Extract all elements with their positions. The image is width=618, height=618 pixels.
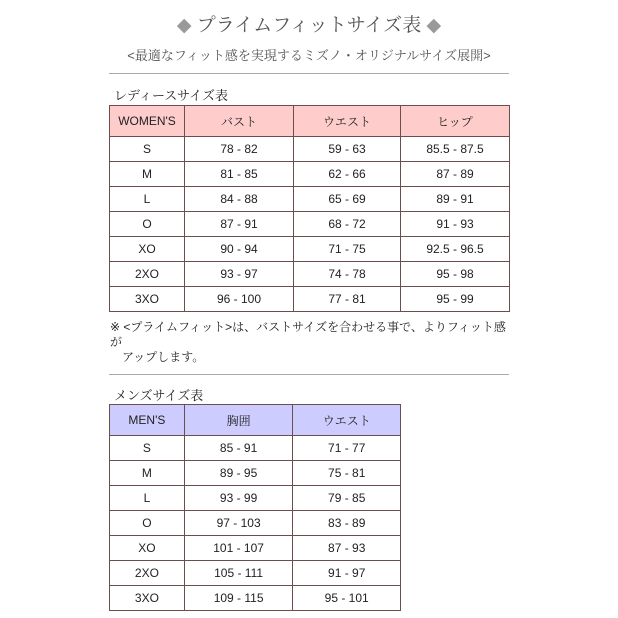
page-title: ◆ プライムフィットサイズ表 ◆ xyxy=(176,15,442,36)
table-cell: 89 - 95 xyxy=(184,461,293,486)
table-row xyxy=(110,187,510,212)
table-cell: 2XO xyxy=(110,561,185,586)
column-header: ヒップ xyxy=(401,106,510,137)
table-cell: 3XO xyxy=(110,586,185,611)
table-cell: 93 - 97 xyxy=(185,262,294,287)
table-row xyxy=(110,237,510,262)
table-header-row xyxy=(110,405,401,436)
table-cell: 105 - 111 xyxy=(184,561,293,586)
table-cell: 68 - 72 xyxy=(294,212,401,237)
table-cell: 87 - 93 xyxy=(293,536,401,561)
women-section-label: レディースサイズ表 xyxy=(114,88,229,103)
table-cell: 62 - 66 xyxy=(294,162,401,187)
table-row xyxy=(110,287,510,312)
table-cell: 85.5 - 87.5 xyxy=(401,137,510,162)
table-cell: S xyxy=(110,137,185,162)
table-row xyxy=(110,436,401,461)
table-cell: M xyxy=(110,461,185,486)
table-cell: 87 - 91 xyxy=(185,212,294,237)
table-cell: 92.5 - 96.5 xyxy=(401,237,510,262)
table-cell: 95 - 99 xyxy=(401,287,510,312)
table-cell: 74 - 78 xyxy=(294,262,401,287)
table-cell: 79 - 85 xyxy=(293,486,401,511)
table-cell: 109 - 115 xyxy=(184,586,293,611)
table-row xyxy=(110,511,401,536)
table-cell: M xyxy=(110,162,185,187)
column-header: 胸囲 xyxy=(184,405,293,436)
table-cell: 75 - 81 xyxy=(293,461,401,486)
table-cell: 85 - 91 xyxy=(184,436,293,461)
column-header: WOMEN'S xyxy=(110,106,185,137)
table-row xyxy=(110,486,401,511)
table-cell: 81 - 85 xyxy=(185,162,294,187)
divider xyxy=(109,374,509,375)
table-cell: 89 - 91 xyxy=(401,187,510,212)
table-cell: O xyxy=(110,212,185,237)
table-cell: L xyxy=(110,187,185,212)
column-header: MEN'S xyxy=(110,405,185,436)
table-row xyxy=(110,561,401,586)
table-header-row xyxy=(110,106,510,137)
table-cell: 83 - 89 xyxy=(293,511,401,536)
table-cell: 77 - 81 xyxy=(294,287,401,312)
table-cell: 87 - 89 xyxy=(401,162,510,187)
table-cell: 3XO xyxy=(110,287,185,312)
column-header: ウエスト xyxy=(294,106,401,137)
table-cell: L xyxy=(110,486,185,511)
table-cell: O xyxy=(110,511,185,536)
table-cell: 71 - 75 xyxy=(294,237,401,262)
table-cell: 91 - 97 xyxy=(293,561,401,586)
table-row xyxy=(110,137,510,162)
table-row xyxy=(110,536,401,561)
fit-note: ※ <プライムフィット>は、バストサイズを合わせる事で、よりフィット感が アップします。 xyxy=(110,320,506,364)
subtitle: <最適なフィット感を実現するミズノ・オリジナルサイズ展開> xyxy=(127,48,491,63)
women-size-table xyxy=(109,105,510,312)
table-row xyxy=(110,461,401,486)
column-header: バスト xyxy=(185,106,294,137)
table-cell: 97 - 103 xyxy=(184,511,293,536)
table-cell: XO xyxy=(110,237,185,262)
column-header: ウエスト xyxy=(293,405,401,436)
table-cell: 95 - 101 xyxy=(293,586,401,611)
table-row xyxy=(110,586,401,611)
table-cell: 65 - 69 xyxy=(294,187,401,212)
table-cell: 90 - 94 xyxy=(185,237,294,262)
table-cell: 101 - 107 xyxy=(184,536,293,561)
men-size-table xyxy=(109,404,401,611)
table-cell: XO xyxy=(110,536,185,561)
table-cell: 96 - 100 xyxy=(185,287,294,312)
table-cell: 84 - 88 xyxy=(185,187,294,212)
men-section-label: メンズサイズ表 xyxy=(114,388,204,403)
diamond-icon: ◆ xyxy=(426,15,442,36)
table-cell: 91 - 93 xyxy=(401,212,510,237)
table-cell: S xyxy=(110,436,185,461)
table-cell: 93 - 99 xyxy=(184,486,293,511)
divider xyxy=(109,73,509,74)
diamond-icon: ◆ xyxy=(176,15,192,36)
table-row xyxy=(110,162,510,187)
table-cell: 2XO xyxy=(110,262,185,287)
table-cell: 71 - 77 xyxy=(293,436,401,461)
table-cell: 59 - 63 xyxy=(294,137,401,162)
table-row xyxy=(110,262,510,287)
table-cell: 78 - 82 xyxy=(185,137,294,162)
table-cell: 95 - 98 xyxy=(401,262,510,287)
table-row xyxy=(110,212,510,237)
